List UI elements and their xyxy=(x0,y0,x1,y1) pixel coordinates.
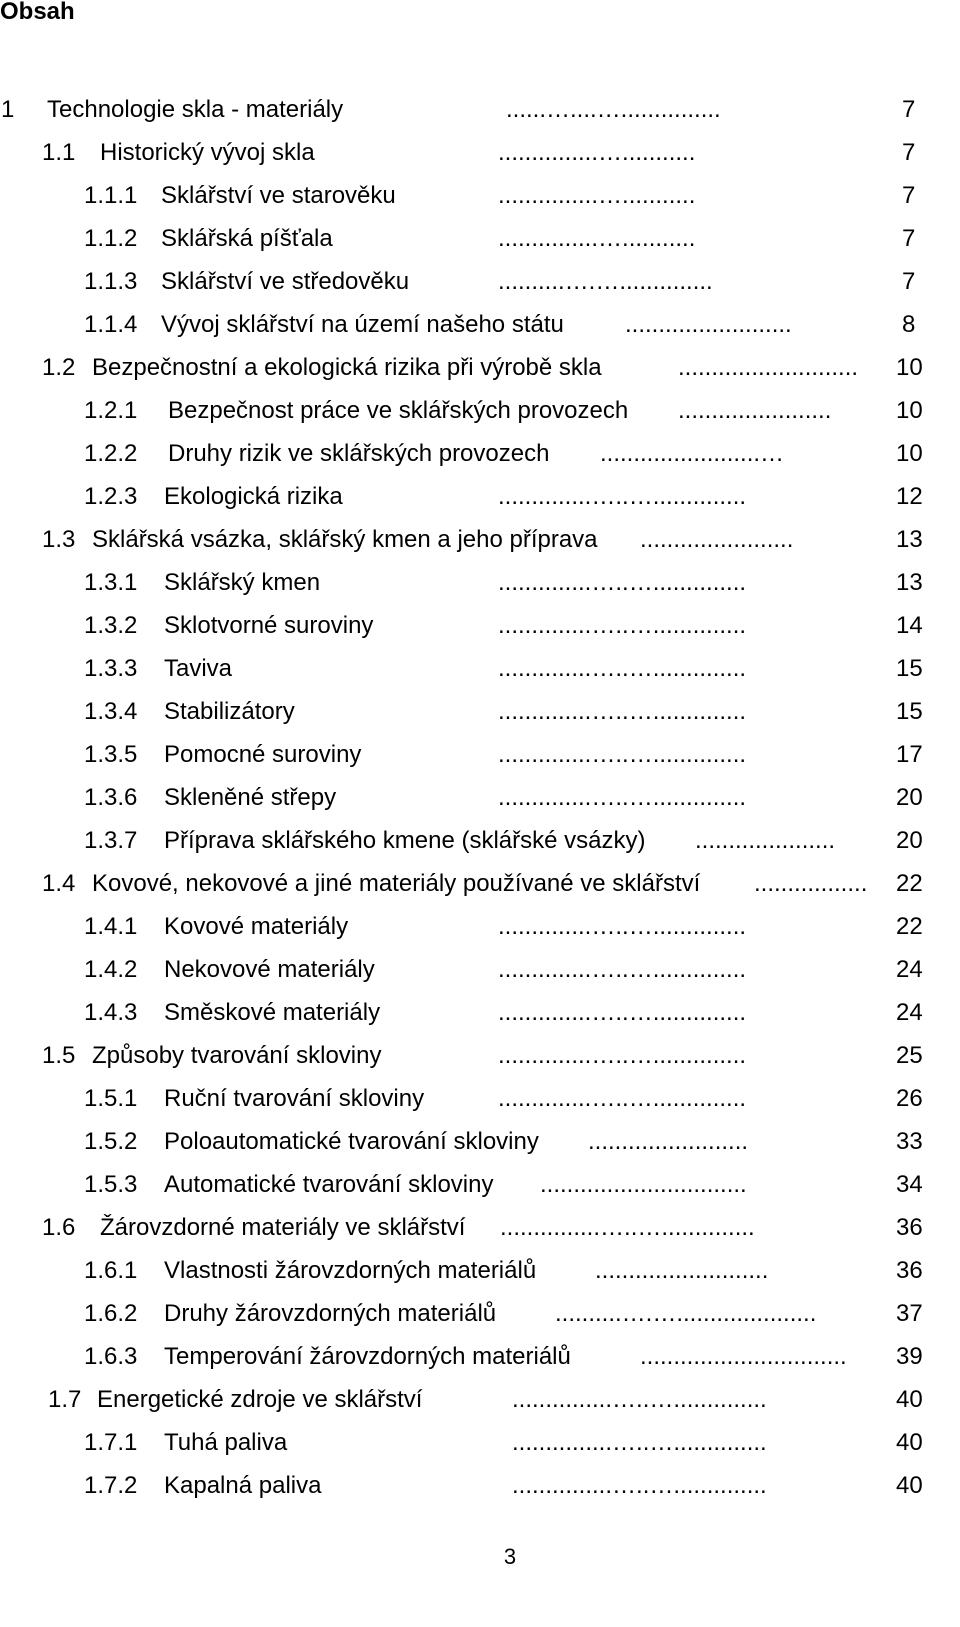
toc-entry-page: 15 xyxy=(896,698,923,725)
toc-entry-leader: ...............…........... xyxy=(498,182,696,209)
toc-entry-title: Tuhá paliva xyxy=(164,1429,288,1456)
toc-entry-title: Poloautomatické tvarování skloviny xyxy=(164,1128,539,1155)
toc-entry-title: Vlastnosti žárovzdorných materiálů xyxy=(164,1257,537,1284)
toc-entry[interactable] xyxy=(0,396,960,426)
toc-entry-leader: ........................… xyxy=(600,440,785,467)
toc-entry-leader: ..............…..….............. xyxy=(498,1085,747,1112)
toc-entry-page: 13 xyxy=(896,526,923,553)
toc-entry-page: 10 xyxy=(896,354,923,381)
toc-entry[interactable] xyxy=(0,1213,960,1243)
toc-entry-leader: ..............…..….............. xyxy=(498,1042,747,1069)
toc-entry-leader: ........................... xyxy=(678,354,859,381)
toc-entry[interactable] xyxy=(0,224,960,254)
toc-entry[interactable] xyxy=(0,783,960,813)
toc-entry[interactable] xyxy=(0,740,960,770)
toc-entry-leader: ..............…..….............. xyxy=(498,913,747,940)
toc-entry-number: 1.1 xyxy=(42,139,76,166)
toc-entry-page: 12 xyxy=(896,483,923,510)
toc-entry[interactable] xyxy=(0,1299,960,1329)
page-number: 3 xyxy=(503,1544,517,1569)
toc-entry-number: 1.5.3 xyxy=(84,1171,138,1198)
toc-entry-leader: ..............…..….............. xyxy=(498,784,747,811)
toc-entry-page: 22 xyxy=(896,870,923,897)
toc-entry-title: Bezpečnost práce ve sklářských provozech xyxy=(168,397,629,424)
toc-entry[interactable] xyxy=(0,1084,960,1114)
toc-entry-page: 10 xyxy=(896,397,923,424)
toc-entry-title: Sklářství ve starověku xyxy=(161,182,396,209)
toc-entry-leader: ......…....…............... xyxy=(506,96,721,123)
toc-entry-page: 15 xyxy=(896,655,923,682)
toc-entry[interactable] xyxy=(0,998,960,1028)
toc-entry-leader: ............................... xyxy=(640,1343,847,1370)
toc-entry[interactable] xyxy=(0,826,960,856)
toc-entry-title: Skleněné střepy xyxy=(164,784,337,811)
toc-entry-number: 1.5 xyxy=(42,1042,76,1069)
toc-entry-number: 1.3.6 xyxy=(84,784,138,811)
toc-entry-title: Sklářství ve středověku xyxy=(161,268,410,295)
toc-entry-number: 1.6 xyxy=(42,1214,76,1241)
toc-entry-title: Způsoby tvarování skloviny xyxy=(92,1042,382,1069)
toc-entry-number: 1.7 xyxy=(48,1386,82,1413)
toc-entry-number: 1.2.1 xyxy=(84,397,138,424)
toc-entry-leader: ..............…..….............. xyxy=(498,698,747,725)
toc-entry-number: 1.3.1 xyxy=(84,569,138,596)
toc-entry-leader: ...............…..….............. xyxy=(512,1386,767,1413)
toc-entry-number: 1.3 xyxy=(42,526,76,553)
toc-entry-page: 10 xyxy=(896,440,923,467)
toc-entry-title: Sklotvorné suroviny xyxy=(164,612,374,639)
toc-entry-number: 1.1.4 xyxy=(84,311,138,338)
toc-entry[interactable] xyxy=(0,1342,960,1372)
toc-entry-number: 1 xyxy=(1,96,15,123)
toc-entry[interactable] xyxy=(0,1471,960,1501)
toc-entry-number: 1.3.5 xyxy=(84,741,138,768)
toc-entry-leader: ..........….….............. xyxy=(498,268,713,295)
toc-entry[interactable] xyxy=(0,95,960,125)
toc-entry-page: 17 xyxy=(896,741,923,768)
toc-entry-page: 37 xyxy=(896,1300,923,1327)
toc-entry[interactable] xyxy=(0,439,960,469)
toc-entry-number: 1.7.2 xyxy=(84,1472,138,1499)
toc-entry-page: 8 xyxy=(902,311,916,338)
toc-entry-leader: ..............…..….............. xyxy=(498,741,747,768)
toc-entry-number: 1.1.3 xyxy=(84,268,138,295)
toc-entry-title: Technologie skla - materiály xyxy=(47,96,344,123)
toc-entry-leader: ..............…..….............. xyxy=(498,569,747,596)
toc-entry-title: Pomocné suroviny xyxy=(164,741,362,768)
toc-entry-title: Taviva xyxy=(164,655,233,682)
toc-entry-page: 14 xyxy=(896,612,923,639)
toc-entry-page: 24 xyxy=(896,999,923,1026)
toc-entry-leader: ..............…..….............. xyxy=(498,999,747,1026)
toc-entry-leader: ..............…..….............. xyxy=(498,956,747,983)
toc-entry-number: 1.4.1 xyxy=(84,913,138,940)
toc-entry-page: 24 xyxy=(896,956,923,983)
toc-entry-page: 7 xyxy=(902,225,916,252)
toc-entry-title: Vývoj sklářství na území našeho státu xyxy=(161,311,564,338)
toc-entry-leader: ................. xyxy=(754,870,868,897)
toc-entry-number: 1.1.1 xyxy=(84,182,138,209)
toc-entry[interactable] xyxy=(0,353,960,383)
toc-entry[interactable] xyxy=(0,568,960,598)
toc-entry-page: 7 xyxy=(902,139,916,166)
toc-entry-number: 1.4.3 xyxy=(84,999,138,1026)
toc-entry-number: 1.6.1 xyxy=(84,1257,138,1284)
toc-entry-number: 1.5.1 xyxy=(84,1085,138,1112)
toc-entry-number: 1.3.7 xyxy=(84,827,138,854)
toc-entry-title: Temperování žárovzdorných materiálů xyxy=(164,1343,571,1370)
toc-entry-number: 1.2.2 xyxy=(84,440,138,467)
toc-entry-leader: ...............…..….............. xyxy=(500,1214,755,1241)
toc-entry-page: 40 xyxy=(896,1386,923,1413)
toc-entry-page: 34 xyxy=(896,1171,923,1198)
toc-entry-title: Ekologická rizika xyxy=(164,483,343,510)
page-title: Obsah xyxy=(0,0,75,25)
toc-entry[interactable] xyxy=(0,1041,960,1071)
toc-entry-leader: ....................... xyxy=(678,397,832,424)
toc-entry-page: 40 xyxy=(896,1429,923,1456)
toc-entry-leader: ..............…..….............. xyxy=(498,612,747,639)
toc-entry[interactable] xyxy=(0,654,960,684)
toc-entry-number: 1.2.3 xyxy=(84,483,138,510)
toc-entry-leader: ......................... xyxy=(625,311,792,338)
toc-entry[interactable] xyxy=(0,869,960,899)
toc-entry-title: Kovové, nekovové a jiné materiály používané ve sklářství xyxy=(92,870,701,897)
toc-entry[interactable] xyxy=(0,1170,960,1200)
toc-entry-number: 1.3.3 xyxy=(84,655,138,682)
toc-entry-number: 1.4 xyxy=(42,870,76,897)
toc-entry-page: 25 xyxy=(896,1042,923,1069)
toc-entry-title: Historický vývoj skla xyxy=(100,139,315,166)
toc-entry-number: 1.3.2 xyxy=(84,612,138,639)
toc-entry-title: Sklářská píšťala xyxy=(161,225,333,252)
toc-entry-leader: ...............…........... xyxy=(498,225,696,252)
toc-entry-number: 1.3.4 xyxy=(84,698,138,725)
toc-entry-page: 40 xyxy=(896,1472,923,1499)
toc-entry-title: Kapalná paliva xyxy=(164,1472,322,1499)
toc-entry[interactable] xyxy=(0,482,960,512)
toc-entry-leader: ..................... xyxy=(695,827,836,854)
toc-entry-page: 7 xyxy=(902,96,916,123)
toc-entry[interactable] xyxy=(0,267,960,297)
toc-entry-leader: ....................... xyxy=(640,526,794,553)
toc-entry-number: 1.1.2 xyxy=(84,225,138,252)
toc-entry-page: 33 xyxy=(896,1128,923,1155)
toc-entry-number: 1.6.3 xyxy=(84,1343,138,1370)
toc-entry[interactable] xyxy=(0,1428,960,1458)
toc-entry[interactable] xyxy=(0,697,960,727)
toc-entry-leader: ............................... xyxy=(540,1171,747,1198)
toc-entry-page: 7 xyxy=(902,182,916,209)
toc-entry-title: Sklářský kmen xyxy=(164,569,321,596)
toc-entry-title: Bezpečnostní a ekologická rizika při výrobě skla xyxy=(92,354,602,381)
toc-entry-title: Automatické tvarování skloviny xyxy=(164,1171,494,1198)
toc-entry-page: 36 xyxy=(896,1257,923,1284)
toc-entry-page: 22 xyxy=(896,913,923,940)
toc-entry[interactable] xyxy=(0,912,960,942)
toc-entry[interactable] xyxy=(0,310,960,340)
toc-entry-title: Kovové materiály xyxy=(164,913,349,940)
toc-entry-title: Příprava sklářského kmene (sklářské vsázky) xyxy=(164,827,646,854)
toc-entry[interactable] xyxy=(0,955,960,985)
toc-entry-leader: ..............…..….............. xyxy=(498,655,747,682)
toc-entry-leader: ..........….…..................... xyxy=(555,1300,817,1327)
toc-entry-page: 39 xyxy=(896,1343,923,1370)
toc-entry-leader: ...............…........... xyxy=(498,139,696,166)
toc-entry-leader: ...............…..….............. xyxy=(512,1472,767,1499)
toc-entry-page: 36 xyxy=(896,1214,923,1241)
toc-entry[interactable] xyxy=(0,611,960,641)
toc-entry-title: Ruční tvarování skloviny xyxy=(164,1085,425,1112)
toc-entry-title: Druhy rizik ve sklářských provozech xyxy=(168,440,550,467)
toc-entry[interactable] xyxy=(0,525,960,555)
toc-entry-page: 26 xyxy=(896,1085,923,1112)
toc-entry-page: 7 xyxy=(902,268,916,295)
toc-entry-title: Směskové materiály xyxy=(164,999,381,1026)
toc-entry-page: 20 xyxy=(896,827,923,854)
toc-entry-number: 1.2 xyxy=(42,354,76,381)
toc-entry-leader: ........................ xyxy=(588,1128,749,1155)
toc-entry-page: 20 xyxy=(896,784,923,811)
toc-entry-number: 1.7.1 xyxy=(84,1429,138,1456)
toc-entry-title: Energetické zdroje ve sklářství xyxy=(97,1386,423,1413)
toc-entry[interactable] xyxy=(0,1127,960,1157)
toc-entry-title: Stabilizátory xyxy=(164,698,295,725)
toc-entry[interactable] xyxy=(0,1385,960,1415)
toc-entry-leader: ...............…..….............. xyxy=(512,1429,767,1456)
toc-entry-number: 1.4.2 xyxy=(84,956,138,983)
toc-entry-title: Žárovzdorné materiály ve sklářství xyxy=(100,1214,466,1241)
toc-entry[interactable] xyxy=(0,181,960,211)
toc-entry[interactable] xyxy=(0,138,960,168)
toc-entry-title: Sklářská vsázka, sklářský kmen a jeho příprava xyxy=(92,526,598,553)
toc-entry-title: Nekovové materiály xyxy=(164,956,375,983)
toc-entry-leader: .......................... xyxy=(595,1257,769,1284)
toc-entry-leader: ..............…..….............. xyxy=(498,483,747,510)
toc-entry-number: 1.5.2 xyxy=(84,1128,138,1155)
toc-entry[interactable] xyxy=(0,1256,960,1286)
toc-entry-title: Druhy žárovzdorných materiálů xyxy=(164,1300,497,1327)
toc-entry-number: 1.6.2 xyxy=(84,1300,138,1327)
toc-entry-page: 13 xyxy=(896,569,923,596)
